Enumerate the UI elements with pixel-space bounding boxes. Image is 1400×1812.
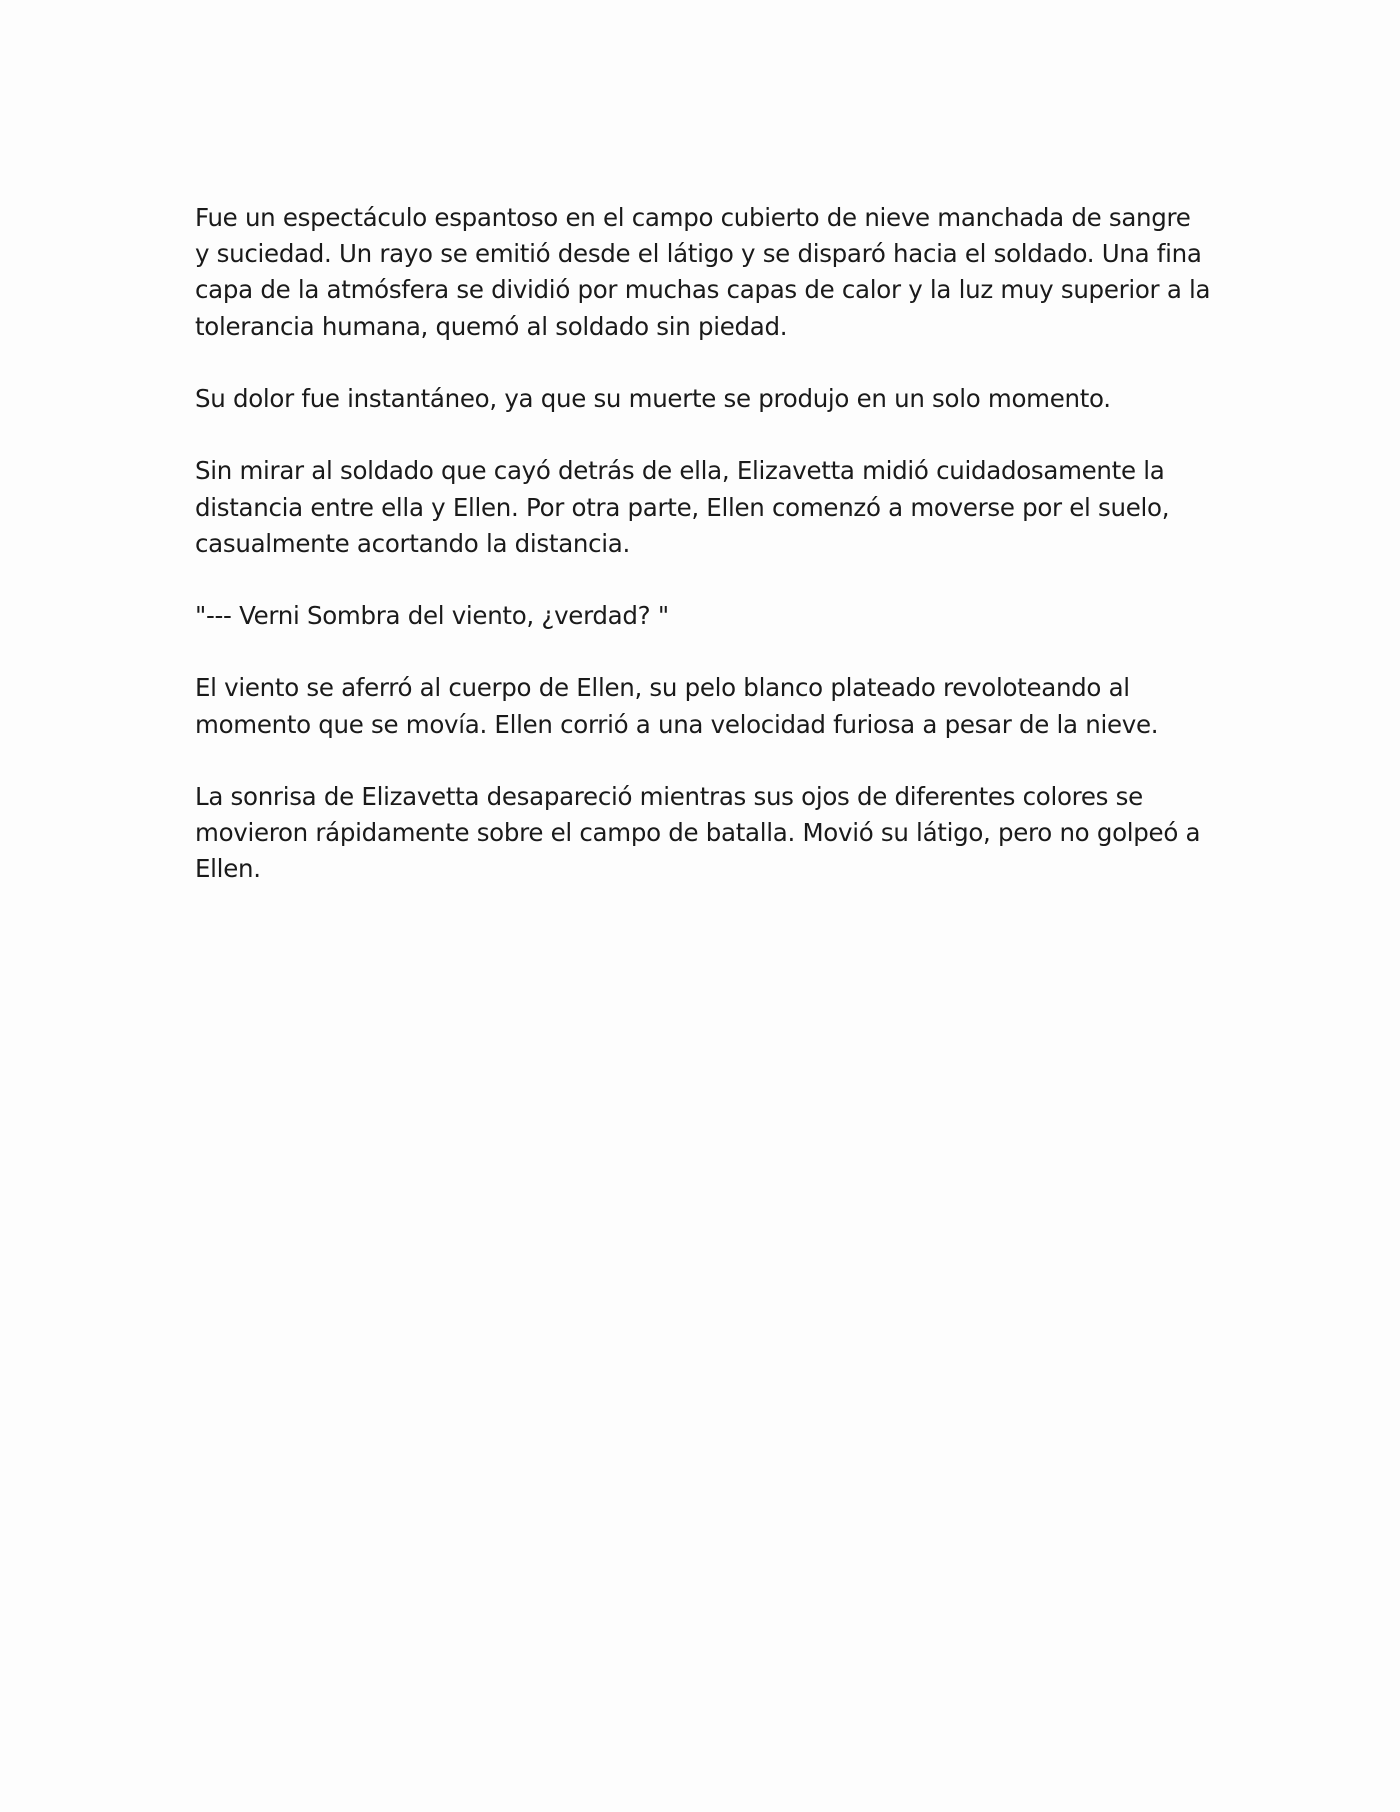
paragraph xyxy=(195,381,1225,417)
paragraph xyxy=(195,598,1225,634)
paragraph-line: "--- Verni Sombra del viento, ¿verdad? " xyxy=(195,601,669,631)
paragraph-line: Ellen. xyxy=(195,854,261,884)
paragraph xyxy=(195,453,1225,562)
paragraph-line: movieron rápidamente sobre el campo de batalla. Movió su látigo, pero no golpeó a xyxy=(195,818,1201,848)
paragraph-line: Sin mirar al soldado que cayó detrás de ella, Elizavetta midió cuidadosamente la xyxy=(195,456,1165,486)
paragraph xyxy=(195,670,1225,742)
paragraph-line: distancia entre ella y Ellen. Por otra parte, Ellen comenzó a moverse por el suelo, xyxy=(195,492,1170,522)
paragraph-line: tolerancia humana, quemó al soldado sin piedad. xyxy=(195,311,788,341)
paragraph-line: La sonrisa de Elizavetta desapareció mientras sus ojos de diferentes colores se xyxy=(195,782,1143,811)
paragraph-line: casualmente acortando la distancia. xyxy=(195,528,631,558)
paragraph xyxy=(195,200,1225,345)
paragraph-line: El viento se aferró al cuerpo de Ellen, su pelo blanco plateado revoloteando al xyxy=(195,673,1130,703)
paragraph-line: capa de la atmósfera se dividió por muchas capas de calor y la luz muy superior a la xyxy=(195,275,1211,305)
paragraph-line: Su dolor fue instantáneo, ya que su muerte se produjo en un solo momento. xyxy=(195,383,1111,413)
document-body xyxy=(195,200,1225,924)
paragraph-line: momento que se movía. Ellen corrió a una velocidad furiosa a pesar de la nieve. xyxy=(195,709,1159,739)
paragraph-line: Fue un espectáculo espantoso en el campo cubierto de nieve manchada de sangre xyxy=(195,203,1191,232)
paragraph-line: y suciedad. Un rayo se emitió desde el látigo y se disparó hacia el soldado. Una fina xyxy=(195,239,1202,269)
paragraph xyxy=(195,779,1225,888)
